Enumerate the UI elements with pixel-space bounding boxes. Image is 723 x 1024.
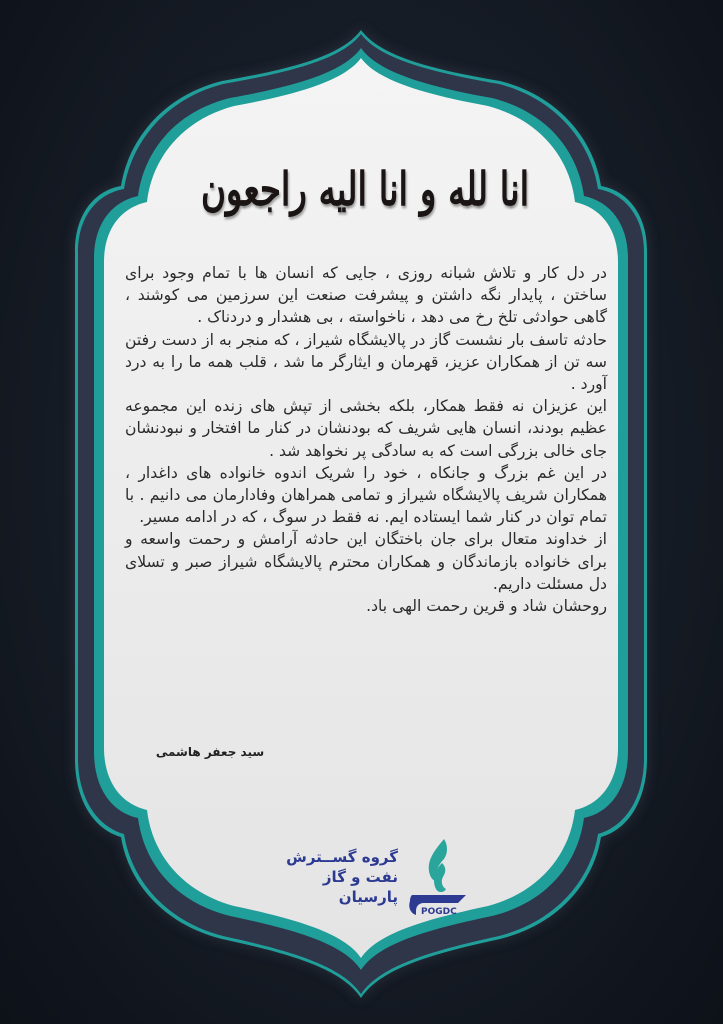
logo-line-1: گروه گســترش — [286, 848, 398, 866]
calligraphy-title: انا لله و انا الیه راجعون — [200, 163, 530, 217]
message-paragraph: روحشان شاد و قرین رحمت الهی باد. — [366, 597, 607, 616]
logo-abbr: POGDC — [421, 907, 457, 917]
company-logo — [268, 832, 468, 922]
logo-wordmark — [268, 847, 398, 907]
message-paragraph: این عزیزان نه فقط همکار، بلکه بخشی از تپش های زنده این مجموعه عظیم بودند، انسان هایی شریف که بودنشان در کنار ما افتخار و نبودنشان جای خالی بزرگی است که به سادگی پر نخواهد شد . — [125, 397, 607, 460]
message-paragraph: در دل کار و تلاش شبانه روزی ، جایی که انسان ها با تمام وجود برای ساختن ، پایدار نگه داشتن و پیشرفت صنعت این سرزمین می کوشند ، گاهی حوادثی تلخ رخ می دهد ، ناخواسته ، بی هشدار و دردناک . — [125, 264, 607, 327]
message-paragraph: از خداوند متعال برای جان باختگان این حادثه آرامش و رحمت واسعه و برای خانواده بازماندگان و همکاران محترم پالایشگاه شیراز صبر و تسلای دل مسئلت داریم. — [125, 530, 607, 593]
logo-line-2: نفت و گاز پارسیان — [322, 868, 398, 906]
message-paragraph: در این غم بزرگ و جانکاه ، خود را شریک اندوه خانواده های داغدار ، همکاران شریف پالایشگاه شیراز و تمامی همراهان وفادارمان می دانیم . با تمام توان در کنار شما ایستاده ایم. نه فقط در سوگ ، که در ادامه مسیر. — [125, 463, 607, 527]
condolence-message — [125, 262, 607, 617]
signature: سید جعفر هاشمی — [155, 745, 265, 759]
flame-logo-icon — [404, 837, 468, 917]
message-paragraph: حادثه تاسف بار نشست گاز در پالایشگاه شیراز ، که منجر به از دست رفتن سه تن از همکاران عزیز، قهرمان و ایثارگر ما شد ، قلب همه ما را به درد آورد . — [125, 330, 607, 394]
